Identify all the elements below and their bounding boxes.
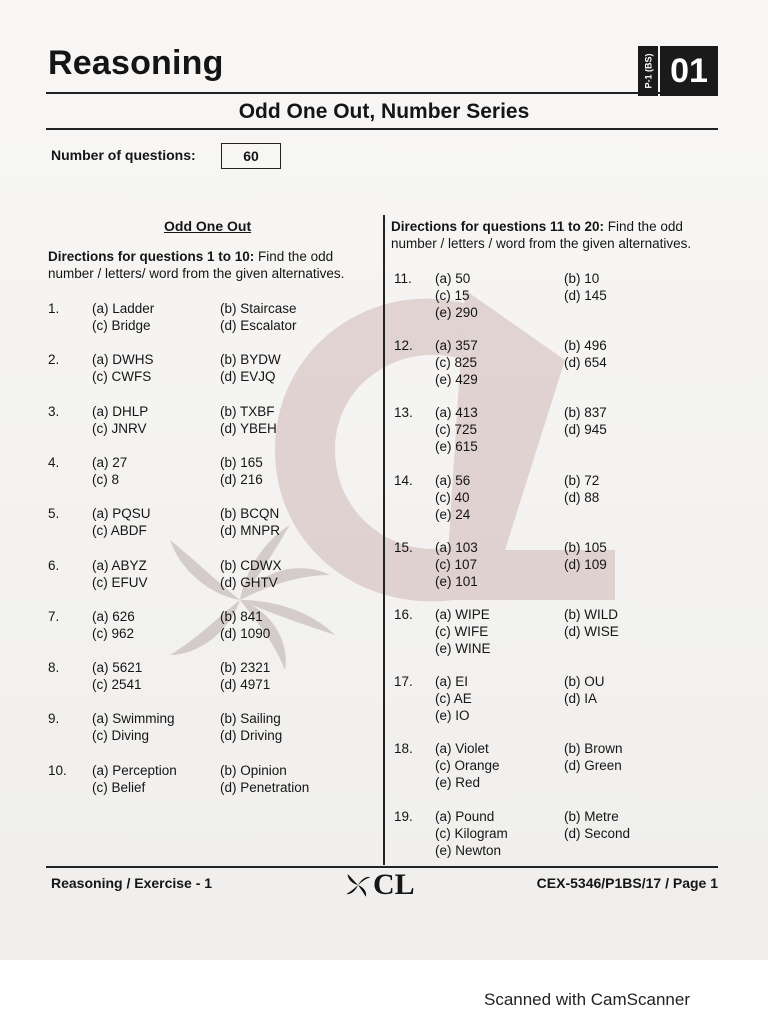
option-item: (a) Perception xyxy=(92,762,177,778)
scanner-tag: Scanned with CamScanner xyxy=(483,990,690,1009)
footer-logo-text: CL xyxy=(373,868,415,901)
option-item: (b) 841 xyxy=(220,608,263,624)
option-item: (d) MNPR xyxy=(220,523,280,539)
option-item: (b) Metre xyxy=(564,808,619,824)
footer-logo xyxy=(345,868,415,902)
option-item: (a) DWHS xyxy=(92,352,154,368)
question-item xyxy=(48,710,372,761)
question-item xyxy=(394,539,724,606)
question-number: 12. xyxy=(394,338,413,354)
directions-right-text: Find the odd number / letters / word from the given alternatives. xyxy=(391,219,692,251)
option-item: (d) Driving xyxy=(220,728,283,744)
question-item xyxy=(394,337,724,404)
question-item xyxy=(394,808,724,875)
option-item: (d) Escalator xyxy=(220,318,297,333)
option-item: (b) 10 xyxy=(564,271,600,286)
option-item: (e) Newton xyxy=(435,842,502,858)
option-item: (c) WIFE xyxy=(435,624,489,639)
option-item: (a) 626 xyxy=(92,608,135,624)
option-item: (c) 8 xyxy=(92,471,119,487)
option-item: (b) 165 xyxy=(220,454,263,470)
option-item: (b) Brown xyxy=(564,741,623,757)
option-item: (b) 2321 xyxy=(220,660,271,676)
option-item: (e) Red xyxy=(435,775,481,791)
option-item: (d) 1090 xyxy=(220,625,271,641)
option-item: (b) TXBF xyxy=(220,403,275,419)
question-item xyxy=(48,505,372,556)
option-item: (d) 4971 xyxy=(220,677,271,693)
option-item: (c) JNRV xyxy=(92,420,147,436)
option-item: (c) 725 xyxy=(435,422,478,438)
subject-title: Reasoning xyxy=(48,44,224,82)
option-item: (a) WIPE xyxy=(435,607,490,622)
option-item: (c) CWFS xyxy=(92,369,152,385)
option-item: (b) Sailing xyxy=(220,711,281,727)
question-number: 3. xyxy=(48,403,60,419)
footer-exercise: Reasoning / Exercise - 1 xyxy=(51,875,213,891)
option-item: (a) 27 xyxy=(92,454,128,470)
question-number: 18. xyxy=(394,741,413,757)
section-heading: Odd One Out xyxy=(164,218,252,234)
option-item: (b) 105 xyxy=(564,539,607,555)
badge-side-label: P-1 (BS) xyxy=(638,46,658,96)
question-number: 7. xyxy=(48,608,60,624)
option-item: (c) 2541 xyxy=(92,677,142,693)
question-number: 8. xyxy=(48,660,60,676)
option-item: (a) 103 xyxy=(435,539,478,555)
option-item: (a) PQSU xyxy=(92,506,151,522)
question-number: 13. xyxy=(394,405,413,421)
option-item: (b) CDWX xyxy=(220,557,282,573)
directions-left-bold: Directions for questions 1 to 10: xyxy=(48,249,255,264)
option-item: (c) Kilogram xyxy=(435,825,508,841)
option-item: (e) 615 xyxy=(435,439,478,455)
option-item: (d) 88 xyxy=(564,489,600,505)
option-item: (c) 962 xyxy=(92,625,135,641)
option-item: (c) AE xyxy=(435,691,472,707)
option-item: (c) 40 xyxy=(435,489,470,505)
num-questions-value: 60 xyxy=(221,143,281,169)
option-item: (d) 216 xyxy=(220,471,263,487)
option-item: (c) Diving xyxy=(92,728,150,744)
option-item: (d) EVJQ xyxy=(220,369,276,385)
option-item: (d) YBEH xyxy=(220,420,277,436)
directions-right-bold: Directions for questions 11 to 20: xyxy=(391,219,605,234)
option-item: (b) OU xyxy=(564,674,605,690)
option-item: (b) 837 xyxy=(564,405,607,421)
chapter-title: Odd One Out, Number Series xyxy=(238,100,530,123)
option-item: (a) Pound xyxy=(435,808,495,824)
option-item: (b) BYDW xyxy=(220,352,281,368)
question-item xyxy=(394,740,724,807)
directions-right xyxy=(391,218,721,252)
option-item: (a) 50 xyxy=(435,271,471,286)
footer-code-page: CEX-5346/P1BS/17 / Page 1 xyxy=(536,875,718,891)
option-item: (c) 15 xyxy=(435,288,470,303)
option-item: (c) 825 xyxy=(435,355,478,371)
option-item: (b) 72 xyxy=(564,472,600,488)
option-item: (d) Second xyxy=(564,825,631,841)
option-item: (e) 24 xyxy=(435,506,471,522)
question-number: 9. xyxy=(48,711,60,727)
option-item: (e) 101 xyxy=(435,573,478,589)
question-number: 5. xyxy=(48,506,60,522)
option-item: (e) 429 xyxy=(435,372,478,388)
question-item xyxy=(48,454,372,505)
question-item xyxy=(48,351,372,402)
option-item: (a) Ladder xyxy=(92,301,155,316)
option-item: (a) 357 xyxy=(435,338,478,354)
question-number: 16. xyxy=(394,607,413,622)
question-number: 6. xyxy=(48,557,60,573)
question-number: 17. xyxy=(394,674,413,690)
header-rule xyxy=(46,92,670,94)
question-item xyxy=(394,606,724,673)
option-item: (d) Green xyxy=(564,758,622,774)
option-item: (e) WINE xyxy=(435,641,491,656)
option-item: (d) Penetration xyxy=(220,779,310,795)
option-item: (a) EI xyxy=(435,674,469,690)
option-item: (a) DHLP xyxy=(92,403,149,419)
option-item: (d) 945 xyxy=(564,422,607,438)
chapter-badge xyxy=(638,46,718,96)
option-item: (b) Opinion xyxy=(220,762,287,778)
option-item: (c) 107 xyxy=(435,556,478,572)
question-number: 15. xyxy=(394,539,413,555)
option-item: (c) ABDF xyxy=(92,523,147,539)
question-number: 4. xyxy=(48,454,60,470)
question-number: 19. xyxy=(394,808,413,824)
question-item xyxy=(48,557,372,608)
option-item: (a) 56 xyxy=(435,472,471,488)
option-item: (d) GHTV xyxy=(220,574,278,590)
question-item xyxy=(48,762,372,813)
num-questions-label: Number of questions: xyxy=(51,147,196,163)
option-item: (b) 496 xyxy=(564,338,607,354)
option-item: (d) WISE xyxy=(564,624,619,639)
question-item xyxy=(48,608,372,659)
column-divider xyxy=(383,215,385,865)
badge-number: 01 xyxy=(660,46,718,96)
option-item: (c) Belief xyxy=(92,779,146,795)
directions-left-text: Find the odd number / letters/ word from the given alternatives. xyxy=(48,249,345,281)
option-item: (e) 290 xyxy=(435,305,478,320)
option-item: (c) Bridge xyxy=(92,318,151,333)
question-number: 1. xyxy=(48,301,60,316)
question-item xyxy=(48,659,372,710)
question-item xyxy=(394,472,724,539)
option-item: (a) Violet xyxy=(435,741,489,757)
option-item: (c) Orange xyxy=(435,758,500,774)
directions-left xyxy=(48,248,372,282)
option-item: (d) 654 xyxy=(564,355,607,371)
question-item xyxy=(394,270,724,337)
option-item: (a) ABYZ xyxy=(92,557,147,573)
question-item xyxy=(48,300,372,351)
option-item: (b) WILD xyxy=(564,607,618,622)
option-item: (c) EFUV xyxy=(92,574,148,590)
swirl-logo-icon xyxy=(345,872,371,898)
option-item: (b) BCQN xyxy=(220,506,280,522)
option-item: (a) 5621 xyxy=(92,660,143,676)
option-item: (a) Swimming xyxy=(92,711,175,727)
option-item: (e) IO xyxy=(435,708,470,724)
question-number: 11. xyxy=(394,271,412,286)
question-number: 10. xyxy=(48,762,67,778)
question-item xyxy=(394,404,724,471)
question-item xyxy=(394,673,724,740)
title-rule xyxy=(46,128,718,130)
option-item: (d) IA xyxy=(564,691,598,707)
option-item: (d) 145 xyxy=(564,288,607,303)
option-item: (a) 413 xyxy=(435,405,478,421)
question-number: 2. xyxy=(48,352,60,368)
option-item: (d) 109 xyxy=(564,556,607,572)
option-item: (b) Staircase xyxy=(220,301,297,316)
question-number: 14. xyxy=(394,472,413,488)
question-item xyxy=(48,403,372,454)
